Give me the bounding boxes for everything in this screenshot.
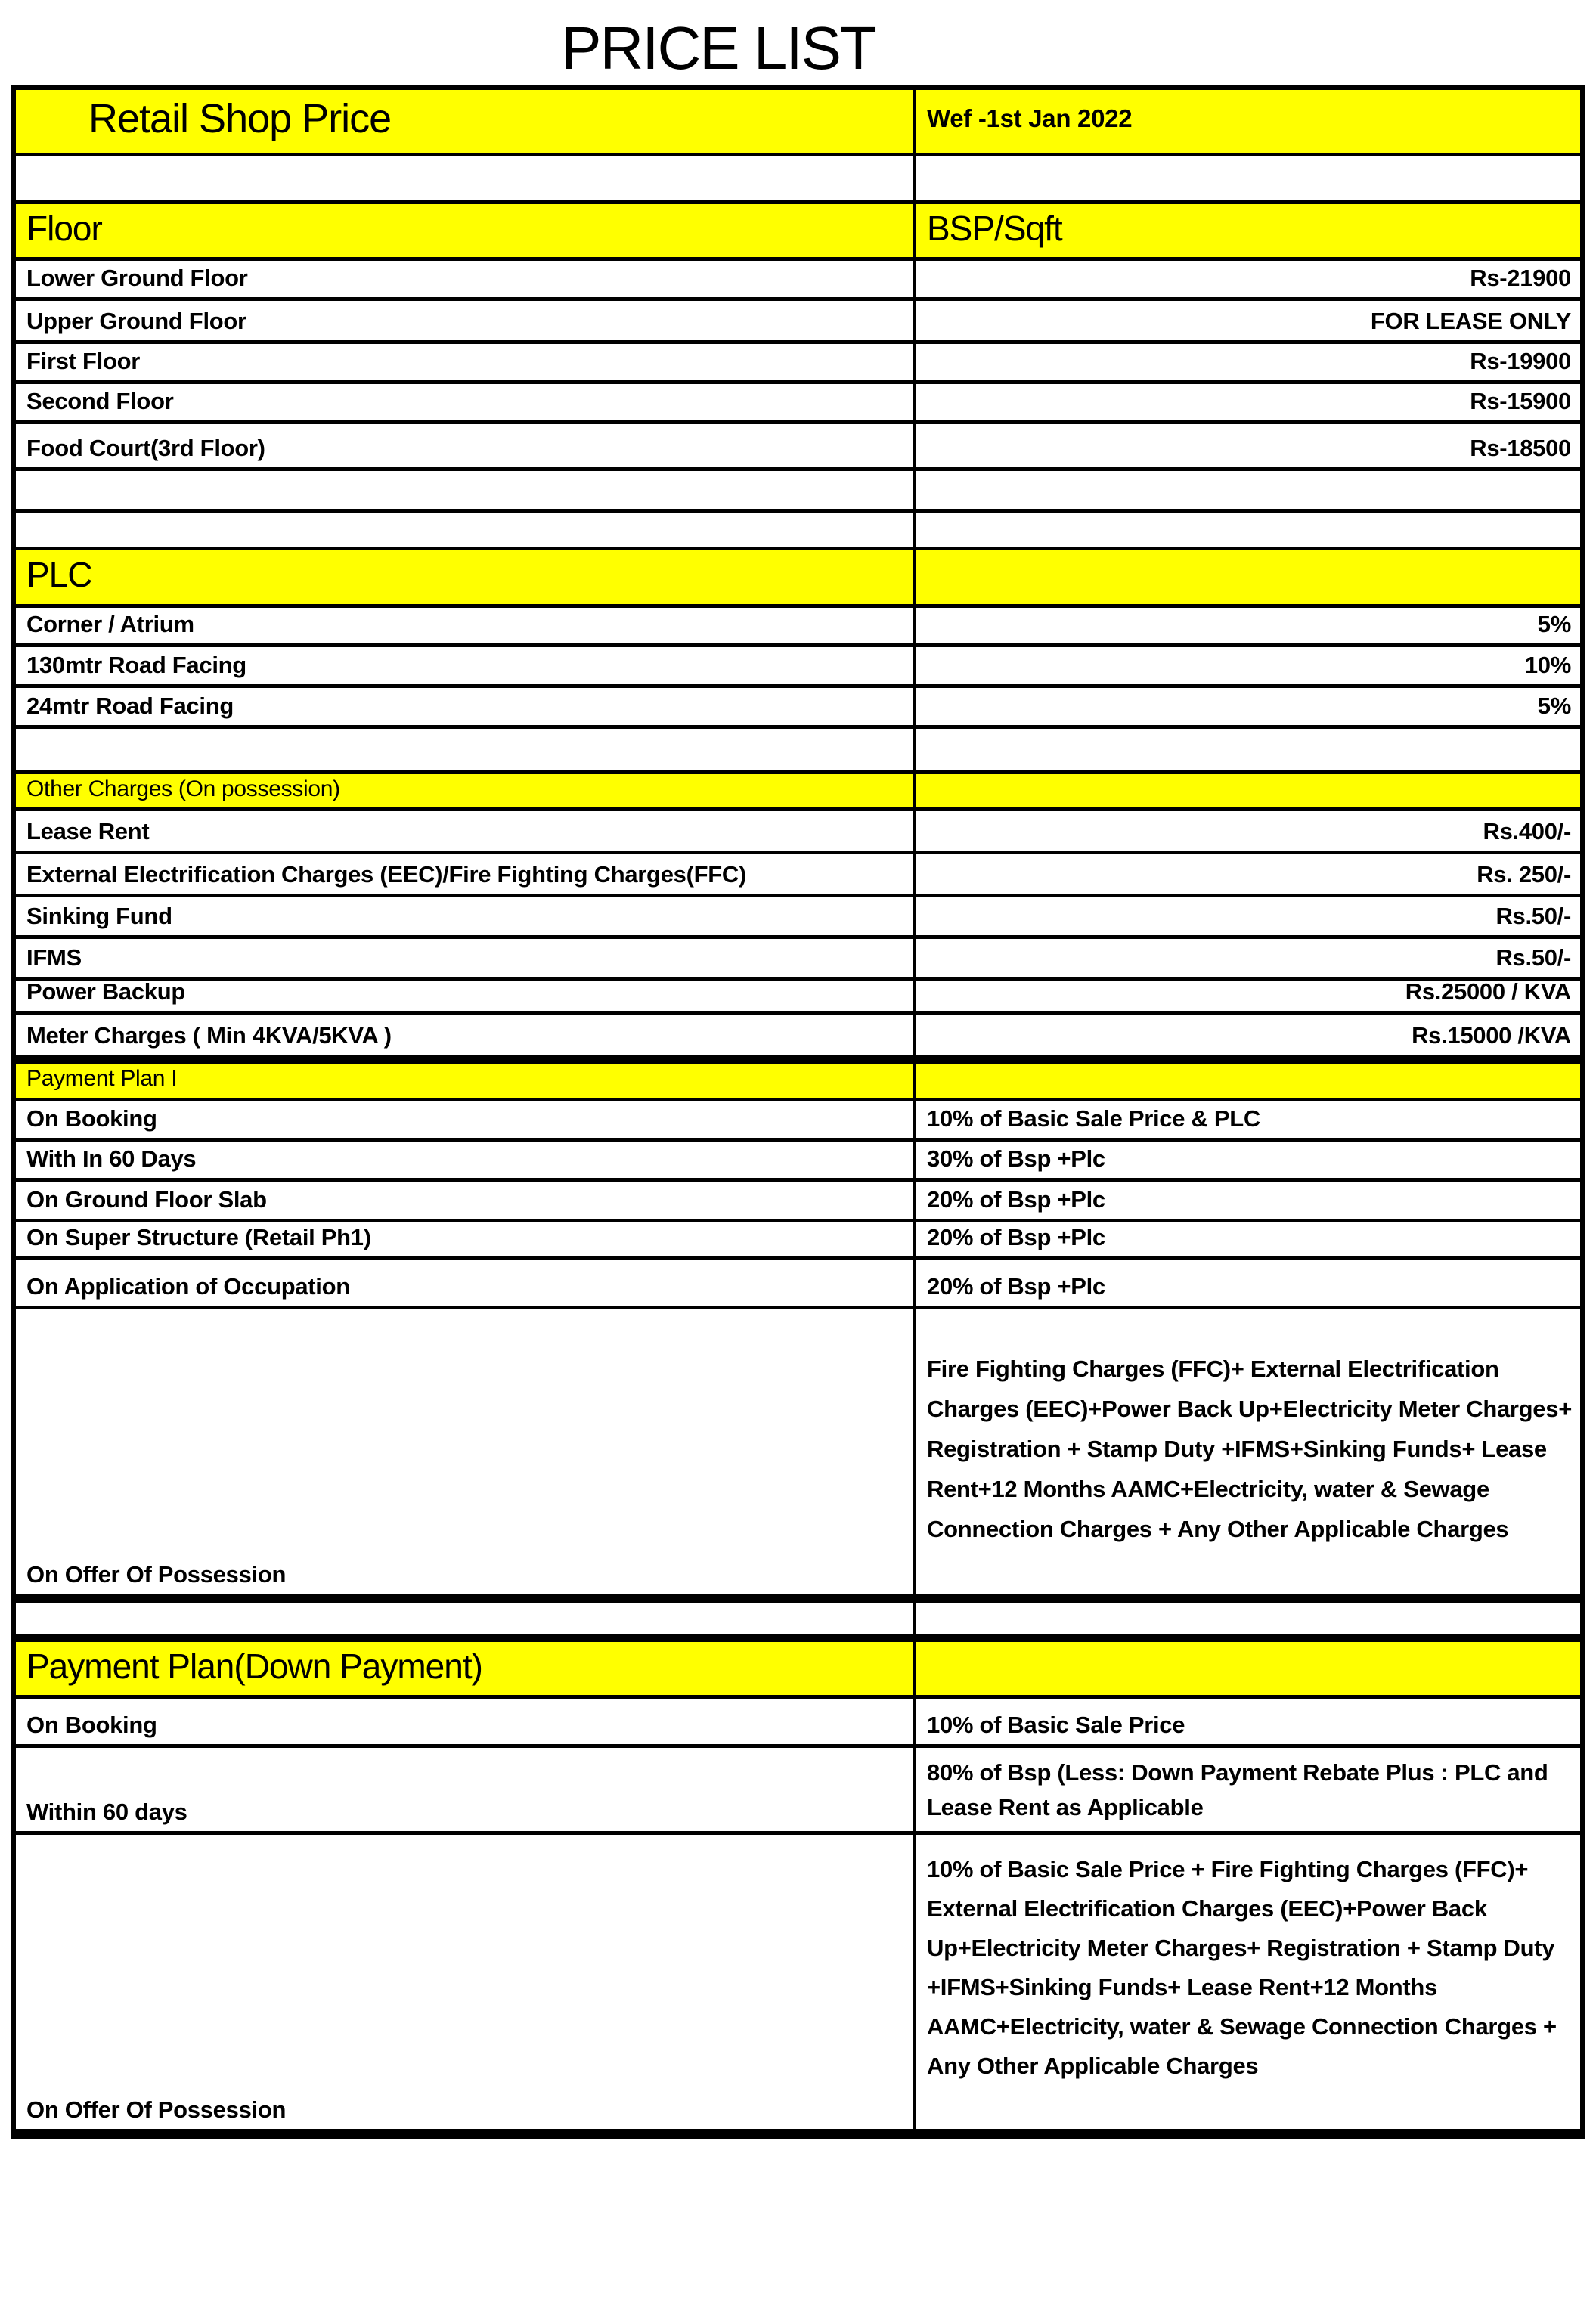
charge-value: Rs. 250/-	[913, 854, 1580, 894]
floor-price: Rs-18500	[913, 424, 1580, 467]
charge-value: Rs.25000 / KVA	[913, 981, 1580, 1011]
milestone-label: On Offer Of Possession	[26, 1561, 287, 1588]
empty-cell	[913, 1603, 1580, 1634]
table-row-dp-within-60-days	[16, 1748, 1580, 1835]
plc-value: 10%	[913, 647, 1580, 684]
table-row-pp1-super-structure	[16, 1222, 1580, 1260]
possession-charges-description: Fire Fighting Charges (FFC)+ External Electrification Charges (EEC)+Power Back Up+Electricity Meter Charges+ Registration + Stamp Duty +IFMS+Sinking Funds+ Lease Rent+12 Months AAMC+Electricity, water & Sewage Connection Charges + Any Other Applicable Charges	[913, 1309, 1580, 1594]
milestone-label: On Ground Floor Slab	[26, 1186, 267, 1213]
floor-price: Rs-21900	[913, 261, 1580, 297]
plc-label: 130mtr Road Facing	[26, 652, 246, 679]
plc-value: 5%	[913, 688, 1580, 725]
milestone-label: With In 60 Days	[26, 1145, 197, 1173]
table-row-food-court	[16, 424, 1580, 471]
table-row-meter-charges	[16, 1015, 1580, 1064]
milestone-label: On Booking	[26, 1712, 157, 1739]
table-row-24mtr-road-facing	[16, 688, 1580, 729]
charge-label: Power Backup	[26, 981, 186, 1005]
floor-column-header: Floor	[26, 208, 102, 248]
table-row-corner-atrium	[16, 608, 1580, 647]
table-row-floor-header	[16, 204, 1580, 261]
floor-label: Second Floor	[26, 388, 174, 415]
table-row-lease-rent	[16, 811, 1580, 854]
milestone-label: On Application of Occupation	[26, 1273, 350, 1300]
table-row-130mtr-road-facing	[16, 647, 1580, 688]
table-row-pp1-on-booking	[16, 1101, 1580, 1142]
empty-cell	[913, 156, 1580, 200]
charge-label: External Electrification Charges (EEC)/Fire Fighting Charges(FFC)	[26, 861, 746, 888]
milestone-label: On Booking	[26, 1105, 157, 1132]
table-row-down-payment-header	[16, 1642, 1580, 1699]
milestone-value: 10% of Basic Sale Price	[913, 1699, 1580, 1744]
table-row-empty	[16, 513, 1580, 550]
charge-label: Sinking Fund	[26, 903, 172, 930]
table-row-other-charges-header	[16, 774, 1580, 811]
table-row-empty	[16, 729, 1580, 774]
table-row-empty	[16, 156, 1580, 204]
plc-label: 24mtr Road Facing	[26, 692, 234, 720]
milestone-value: 80% of Bsp (Less: Down Payment Rebate Plus : PLC and Lease Rent as Applicable	[913, 1748, 1580, 1831]
table-row-pp1-within-60-days	[16, 1142, 1580, 1182]
effective-date: Wef -1st Jan 2022	[913, 90, 1580, 153]
empty-cell	[913, 471, 1580, 509]
table-row-dp-offer-of-possession	[16, 1835, 1580, 2129]
table-row-pp1-application-occupation	[16, 1260, 1580, 1309]
empty-cell	[16, 729, 913, 770]
milestone-value: 10% of Basic Sale Price & PLC	[913, 1101, 1580, 1138]
page-title: PRICE LIST	[561, 14, 875, 82]
plc-value: 5%	[913, 608, 1580, 643]
table-row-first-floor	[16, 344, 1580, 384]
table-row-pp1-ground-floor-slab	[16, 1182, 1580, 1222]
floor-label: First Floor	[26, 348, 140, 375]
table-row-power-backup	[16, 981, 1580, 1015]
table-row-lower-ground-floor	[16, 261, 1580, 301]
table-row-eec-ffc	[16, 854, 1580, 897]
empty-cell	[16, 1603, 913, 1634]
empty-cell	[913, 550, 1580, 604]
milestone-label: On Offer Of Possession	[26, 2096, 287, 2124]
possession-charges-description: 10% of Basic Sale Price + Fire Fighting Charges (FFC)+ External Electrification Charges (EEC)+Power Back Up+Electricity Meter Charges+ Registration + Stamp Duty +IFMS+Sinking Funds+ Lease Rent+12 Months AAMC+Electricity, water & Sewage Connection Charges + Any Other Applicable Charges	[913, 1835, 1580, 2129]
milestone-value: 20% of Bsp +Plc	[913, 1182, 1580, 1219]
table-row-sinking-fund	[16, 897, 1580, 939]
floor-label: Food Court(3rd Floor)	[26, 435, 265, 462]
empty-cell	[16, 156, 913, 200]
table-row-payment-plan-1-header	[16, 1064, 1580, 1101]
table-row-second-floor	[16, 384, 1580, 424]
other-charges-section-header: Other Charges (On possession)	[26, 776, 340, 801]
milestone-value: 30% of Bsp +Plc	[913, 1142, 1580, 1178]
empty-cell	[16, 471, 913, 509]
milestone-label: Within 60 days	[26, 1799, 187, 1826]
milestone-label: On Super Structure (Retail Ph1)	[26, 1224, 371, 1251]
bsp-sqft-column-header: BSP/Sqft	[913, 204, 1580, 257]
floor-price: Rs-19900	[913, 344, 1580, 380]
table-row-pp1-offer-of-possession	[16, 1309, 1580, 1603]
table-row-empty	[16, 471, 1580, 513]
empty-cell	[913, 774, 1580, 807]
retail-shop-price-title: Retail Shop Price	[88, 95, 392, 141]
floor-label: Upper Ground Floor	[26, 308, 246, 335]
table-row-empty	[16, 1603, 1580, 1642]
charge-value: Rs.50/-	[913, 897, 1580, 935]
floor-label: Lower Ground Floor	[26, 265, 248, 292]
charge-value: Rs.15000 /KVA	[913, 1015, 1580, 1055]
empty-cell	[913, 1064, 1580, 1098]
floor-price: Rs-15900	[913, 384, 1580, 420]
charge-value: Rs.50/-	[913, 939, 1580, 977]
payment-plan-1-section-header: Payment Plan I	[26, 1066, 178, 1092]
charge-label: IFMS	[26, 944, 82, 971]
charge-label: Meter Charges ( Min 4KVA/5KVA )	[26, 1022, 392, 1049]
empty-cell	[913, 513, 1580, 547]
table-row-upper-ground-floor	[16, 301, 1580, 344]
charge-value: Rs.400/-	[913, 811, 1580, 851]
plc-label: Corner / Atrium	[26, 611, 194, 638]
floor-price: FOR LEASE ONLY	[913, 301, 1580, 340]
empty-cell	[913, 729, 1580, 770]
empty-cell	[913, 1642, 1580, 1695]
empty-cell	[16, 513, 913, 547]
table-row-dp-on-booking	[16, 1699, 1580, 1748]
price-table	[11, 85, 1585, 2139]
down-payment-section-header: Payment Plan(Down Payment)	[26, 1646, 482, 1686]
charge-label: Lease Rent	[26, 818, 150, 845]
plc-section-header: PLC	[26, 555, 92, 595]
milestone-value: 20% of Bsp +Plc	[913, 1222, 1580, 1256]
table-row-plc-header	[16, 550, 1580, 608]
milestone-value: 20% of Bsp +Plc	[913, 1260, 1580, 1306]
table-row-ifms	[16, 939, 1580, 981]
table-row-retail-shop-header	[16, 90, 1580, 156]
